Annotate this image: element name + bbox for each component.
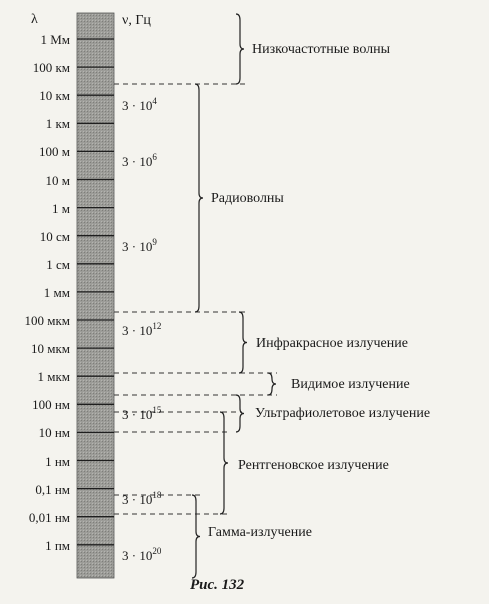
region-label: Ультрафиолетовое излучение bbox=[255, 406, 431, 421]
wavelength-label: 10 км bbox=[39, 88, 70, 104]
frequency-base: 3 · 10 bbox=[122, 407, 153, 423]
region-brace bbox=[236, 14, 244, 84]
wavelength-label: 1 Мм bbox=[40, 32, 70, 47]
region-label: Рентгеновское излучение bbox=[238, 458, 389, 473]
frequency-exponent: 15 bbox=[152, 405, 162, 416]
region-label: Инфракрасное излучение bbox=[256, 336, 408, 351]
frequency-label bbox=[122, 406, 161, 421]
wavelength-label: 1 км bbox=[45, 116, 70, 132]
frequency-exponent: 9 bbox=[152, 236, 157, 247]
lambda-header: λ bbox=[31, 12, 38, 27]
wavelength-label: 10 нм bbox=[38, 425, 70, 441]
region-brace bbox=[220, 412, 228, 514]
frequency-label bbox=[122, 97, 157, 112]
region-brace bbox=[268, 373, 276, 395]
region-brace bbox=[195, 84, 203, 312]
wavelength-label: 100 км bbox=[32, 60, 70, 76]
region-label: Низкочастотные волны bbox=[252, 42, 391, 57]
wavelength-label: 1 пм bbox=[45, 537, 70, 553]
frequency-base: 3 · 10 bbox=[122, 547, 153, 563]
frequency-base: 3 · 10 bbox=[122, 98, 153, 114]
wavelength-label: 100 нм bbox=[32, 397, 70, 413]
frequency-base: 3 · 10 bbox=[122, 154, 153, 170]
frequency-exponent: 12 bbox=[152, 321, 162, 331]
frequency-label bbox=[122, 153, 157, 168]
wavelength-label: 100 мкм bbox=[24, 313, 70, 328]
frequency-exponent: 20 bbox=[152, 545, 162, 556]
frequency-exponent: 18 bbox=[152, 489, 162, 500]
wavelength-label: 1 мм bbox=[43, 284, 70, 300]
wavelength-label: 1 нм bbox=[45, 453, 70, 469]
frequency-label bbox=[122, 547, 161, 562]
frequency-label bbox=[122, 322, 161, 337]
frequency-header: ν, Гц bbox=[122, 13, 151, 28]
region-brace bbox=[239, 312, 247, 373]
frequency-base: 3 · 10 bbox=[122, 323, 153, 338]
wavelength-label: 0,1 нм bbox=[35, 481, 70, 497]
region-label: Гамма-излучение bbox=[208, 525, 312, 540]
region-brace bbox=[236, 395, 244, 432]
frequency-label bbox=[122, 238, 157, 253]
frequency-exponent: 6 bbox=[152, 152, 157, 163]
figure-caption: Рис. 132 bbox=[190, 577, 245, 593]
scale-bar bbox=[77, 13, 114, 578]
wavelength-label: 1 м bbox=[52, 200, 70, 216]
frequency-exponent: 4 bbox=[152, 96, 157, 107]
wavelength-label: 1 см bbox=[46, 256, 70, 272]
region-brace bbox=[192, 495, 200, 578]
wavelength-label: 1 мкм bbox=[37, 369, 70, 385]
region-label: Видимое излучение bbox=[291, 377, 410, 392]
frequency-label bbox=[122, 491, 161, 506]
region-label: Радиоволны bbox=[211, 191, 284, 206]
wavelength-label: 10 м bbox=[45, 172, 70, 188]
frequency-base: 3 · 10 bbox=[122, 491, 153, 507]
wavelength-label: 100 м bbox=[39, 144, 70, 160]
wavelength-label: 10 мкм bbox=[30, 341, 70, 357]
wavelength-label: 10 см bbox=[39, 228, 70, 244]
frequency-base: 3 · 10 bbox=[122, 238, 153, 254]
wavelength-label: 0,01 нм bbox=[28, 509, 70, 525]
